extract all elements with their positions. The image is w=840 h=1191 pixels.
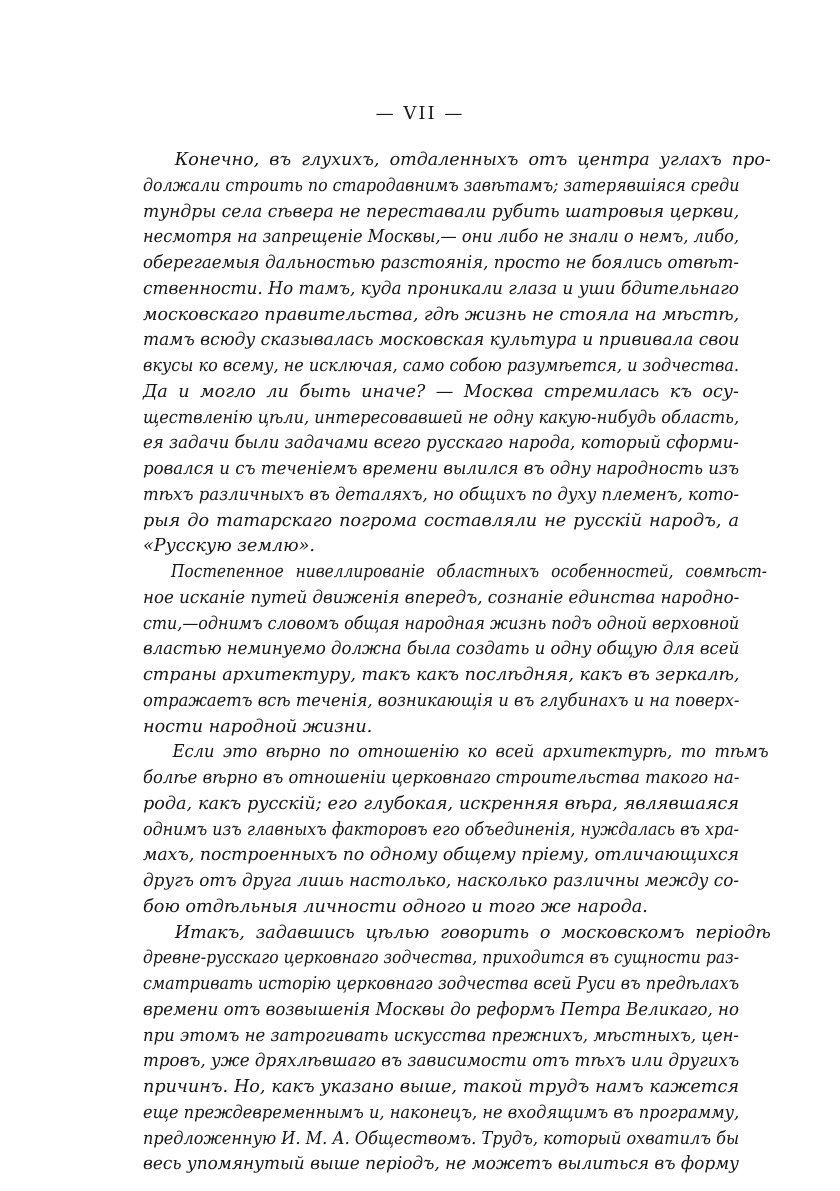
text-line: причинъ. Но, какъ указано выше, такой трудъ намъ кажется: [143, 1077, 739, 1097]
text-line: властью неминуемо должна была создать и одну общую для всей: [143, 639, 740, 660]
text-line: бою отдѣльныя личности одного и того же народа.: [143, 896, 648, 917]
text-line: еще преждевременнымъ и, наконецъ, не входящимъ въ программу,: [143, 1102, 740, 1123]
text-line: отражаетъ всѣ теченія, возникающія и въ глубинахъ и на поверх-: [143, 690, 740, 711]
text-line: «Русскую землю».: [143, 536, 315, 557]
text-line: болѣе вѣрно въ отношеніи церковнаго строительства такого на-: [143, 768, 740, 788]
text-line: ществленію цѣли, интересовавшей не одну какую-нибудь область,: [143, 407, 740, 428]
text-line: должали строить по стародавнимъ завѣтамъ; затерявшіяся среди: [143, 175, 740, 196]
text-line: ея задачи были задачами всего русскаго народа, который сформи-: [143, 433, 739, 454]
text-line: страны архитектуру, такъ какъ послѣдняя, какъ въ зеркалѣ,: [143, 665, 740, 685]
text-line: Да и могло ли быть иначе? — Москва стремилась къ осу-: [143, 381, 739, 402]
text-line: ровался и съ теченіемъ времени вылился въ одну народность изъ: [143, 459, 740, 479]
text-line: при этомъ не затрогивать искусства прежнихъ, мѣстныхъ, цен-: [143, 1025, 739, 1046]
body-text: [143, 148, 771, 1178]
text-line: весь упомянутый выше періодъ, не можетъ вылиться въ форму: [143, 1154, 740, 1175]
text-line: несмотря на запрещеніе Москвы,— они либо не знали о немъ, либо,: [143, 227, 740, 248]
text-line: другъ отъ друга лишь настолько, насколько различны между со-: [143, 871, 740, 891]
text-line: московскаго правительства, гдѣ жизнь не стояла на мѣстѣ,: [143, 304, 740, 325]
text-line: тамъ всюду сказывалась московская культура и прививала свои: [143, 330, 740, 351]
text-line: сти,—однимъ словомъ общая народная жизнь подъ одной верховной: [143, 613, 740, 634]
text-line: тѣхъ различныхъ въ деталяхъ, но общихъ по духу племенъ, кото-: [143, 484, 740, 505]
text-line: ственности. Но тамъ, куда проникали глаза и уши бдительнаго: [143, 278, 740, 299]
text-line: рыя до татарскаго погрома составляли не русскій народъ, а: [143, 510, 739, 531]
paragraph-first-line: Если это вѣрно по отношенію ко всей архитектурѣ, то тѣмъ: [172, 742, 769, 763]
text-line: тундры села сѣвера не переставали рубить шатровыя церкви,: [143, 201, 740, 222]
text-line: вкусы ко всему, не исключая, само собою разумѣется, и зодчества.: [143, 356, 740, 376]
text-line: ное исканіе путей движенія впередъ, сознаніе единства народно-: [143, 587, 740, 608]
text-line: рода, какъ русскій; его глубокая, искренняя вѣра, являвшаяся: [143, 793, 739, 814]
text-line: ности народной жизни.: [143, 716, 373, 737]
text-line: сматривать исторію церковнаго зодчества всей Руси въ предѣлахъ: [143, 974, 740, 994]
text-line: предложенную И. М. А. Обществомъ. Трудъ, который охватилъ бы: [143, 1128, 740, 1149]
text-line: древне-русскаго церковнаго зодчества, приходится въ сущности раз-: [143, 948, 739, 969]
page-number-header: — VII —: [375, 103, 465, 124]
text-line: однимъ изъ главныхъ факторовъ его объединенія, нуждалась въ хра-: [143, 819, 740, 840]
text-line: времени отъ возвышенія Москвы до реформъ Петра Великаго, но: [143, 999, 739, 1020]
paragraph-first-line: Конечно, въ глухихъ, отдаленныхъ отъ центра углахъ про-: [174, 150, 771, 170]
paragraph-first-line: Постепенное нивеллированіе областныхъ особенностей, совмѣст-: [171, 562, 768, 582]
paragraph-first-line: Итакъ, задавшись цѣлью говорить о московскомъ періодѣ: [174, 922, 771, 943]
text-line: оберегаемыя дальностью разстоянія, просто не боялись отвѣт-: [143, 253, 740, 273]
text-line: махъ, построенныхъ по одному общему пріему, отличающихся: [143, 845, 740, 866]
text-line: тровъ, уже дряхлѣвшаго въ зависимости отъ тѣхъ или другихъ: [143, 1051, 740, 1072]
